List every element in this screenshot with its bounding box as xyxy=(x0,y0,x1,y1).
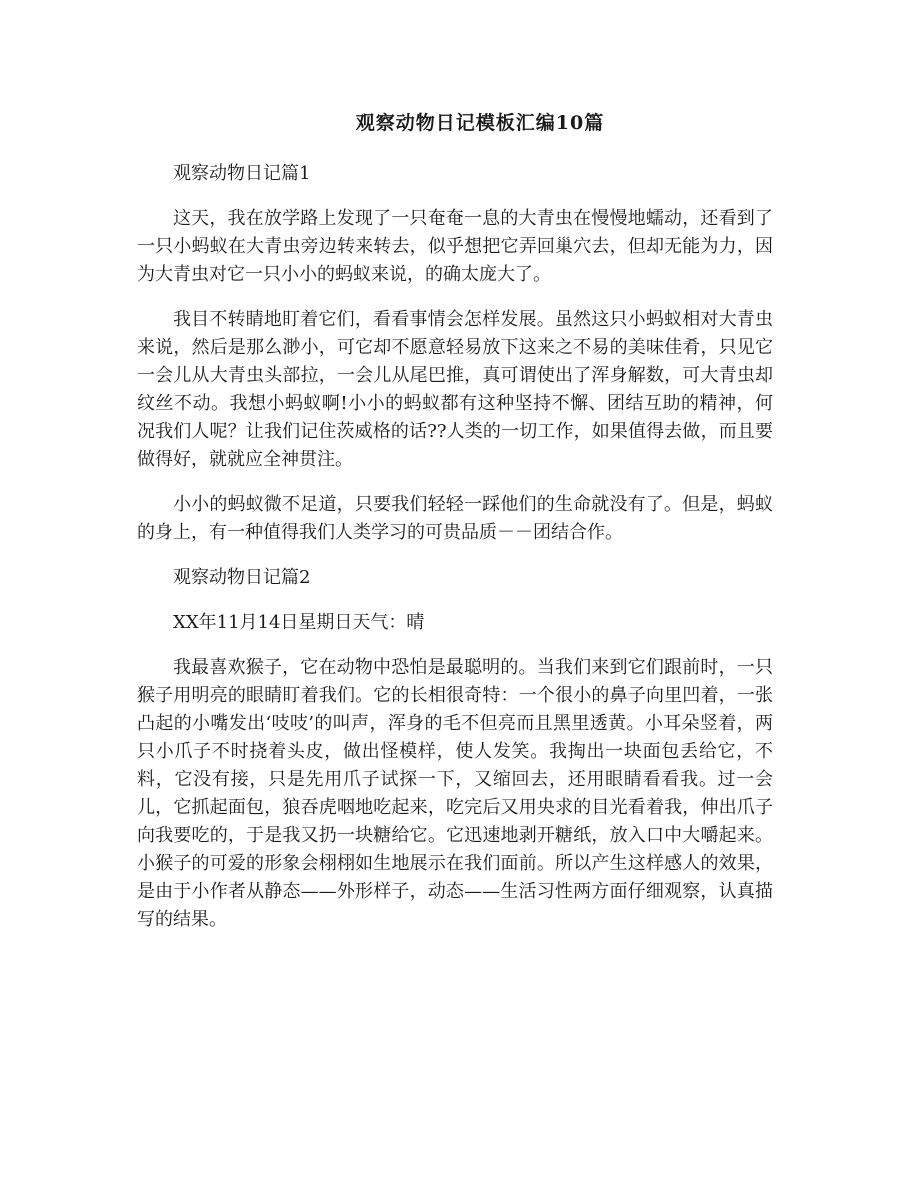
paragraph: 我目不转睛地盯着它们，看看事情会怎样发展。虽然这只小蚂蚁相对大青虫来说，然后是那么渺小，可它却不愿意轻易放下这来之不易的美味佳肴，只见它一会儿从大青虫头部拉，一会儿从尾巴推，真可谓使出了浑身解数，可大青虫却纹丝不动。我想小蚂蚁啊!小小的蚂蚁都有这种坚持不懈、团结互助的精神，何况我们人呢？让我们记住茨威格的话??人类的一切工作，如果值得去做，而且要做得好，就就应全神贯注。 xyxy=(137,309,773,470)
paragraph: 小小的蚂蚁微不足道，只要我们轻轻一踩他们的生命就没有了。但是，蚂蚁的身上，有一种值得我们人类学习的可贵品质－－团结合作。 xyxy=(137,494,773,543)
diary-date-line: XX年11月14日星期日天气：晴 xyxy=(173,612,425,633)
paragraph: 这天，我在放学路上发现了一只奄奄一息的大青虫在慢慢地蠕动，还看到了一只小蚂蚁在大青虫旁边转来转去，似乎想把它弄回巢穴去，但却无能为力，因为大青虫对它一只小小的蚂蚁来说，的确太庞大了。 xyxy=(137,208,773,285)
section-heading: 观察动物日记篇1 xyxy=(173,163,311,184)
section-heading: 观察动物日记篇2 xyxy=(173,567,311,588)
document-title: 观察动物日记模板汇编10篇 xyxy=(355,112,605,134)
paragraph: 我最喜欢猴子，它在动物中恐怕是最聪明的。当我们来到它们跟前时，一只猴子用明亮的眼睛盯着我们。它的长相很奇特：一个很小的鼻子向里凹着，一张凸起的小嘴发出‘吱吱’的叫声，浑身的毛不但亮而且黑里透黄。小耳朵竖着，两只小爪子不时挠着头皮，做出怪模样，使人发笑。我掏出一块面包丢给它，不料，它没有接，只是先用爪子试探一下，又缩回去，还用眼睛看看我。过一会儿，它抓起面包，狼吞虎咽地吃起来，吃完后又用央求的目光看着我，伸出爪子向我要吃的，于是我又扔一块糖给它。它迅速地剥开糖纸，放入口中大嚼起来。小猴子的可爱的形象会栩栩如生地展示在我们面前。所以产生这样感人的效果，是由于小作者从静态——外形样子，动态——生活习性两方面仔细观察，认真描写的结果。 xyxy=(137,657,773,930)
document-body xyxy=(137,160,773,951)
